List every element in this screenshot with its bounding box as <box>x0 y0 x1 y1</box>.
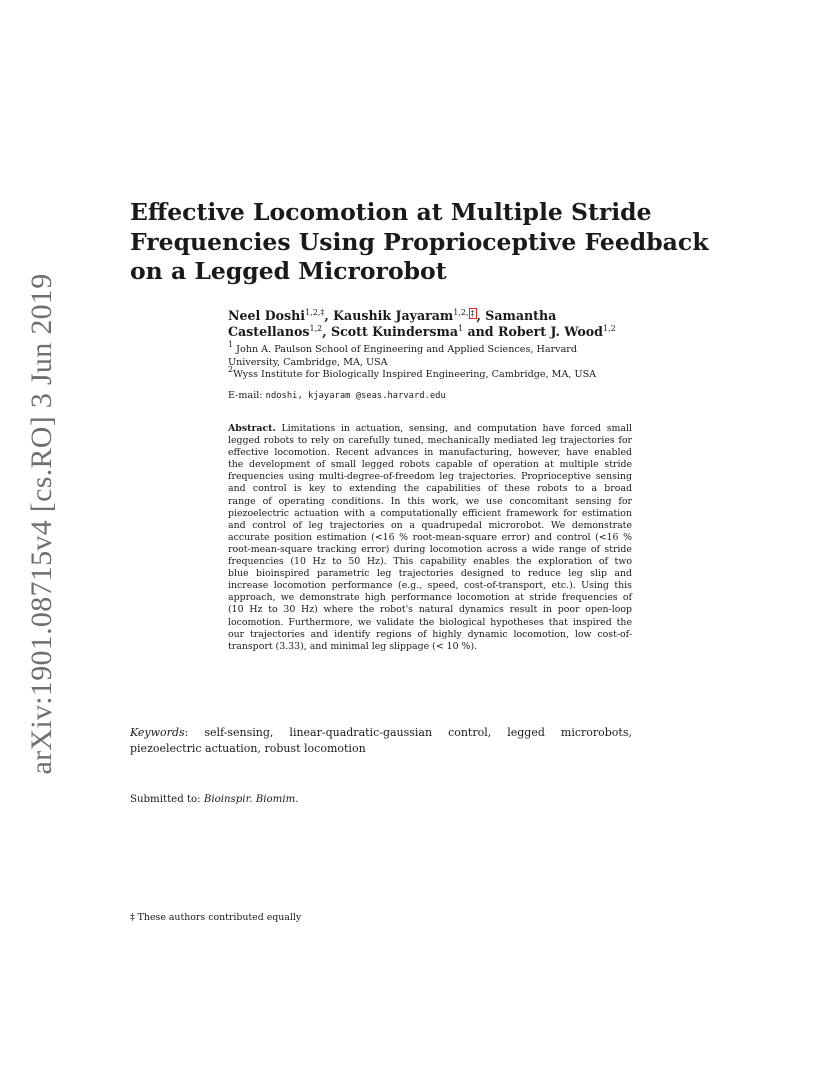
affiliation-text: Wyss Institute for Biologically Inspired Engineering, Cambridge, MA, USA <box>233 369 597 380</box>
author-separator: , <box>324 308 334 323</box>
author-name: Castellanos <box>228 324 310 339</box>
author-superscript: 1,2, <box>453 308 469 317</box>
abstract <box>228 423 632 653</box>
keywords-line: piezoelectric actuation, robust locomotion <box>130 742 366 755</box>
abstract-line: root-mean-square tracking error) during locomotion across a wide range of stride <box>228 543 632 555</box>
abstract-line: frequencies using multi-degree-of-freedom leg trajectories. Proprioceptive sensing <box>228 471 632 483</box>
title-line: on a Legged Microrobot <box>130 257 447 285</box>
abstract-line: our trajectories and identify regions of highly dynamic locomotion, low cost-of- <box>228 628 632 640</box>
affiliation-text: John A. Paulson School of Engineering and Applied Sciences, Harvard University, Cambridge, MA, USA <box>228 344 578 368</box>
author-name: Neel Doshi <box>228 308 306 323</box>
abstract-line: range of operating conditions. In this work, we use concomitant sensing for <box>228 495 632 507</box>
abstract-line: legged robots to rely on carefully tuned, mechanically mediated leg trajectories for <box>228 435 632 447</box>
abstract-line: frequencies (10 Hz to 50 Hz). This capability enables the exploration of two <box>228 556 632 568</box>
abstract-line: approach, we demonstrate high performance locomotion at stride frequencies of <box>228 592 632 604</box>
email-line <box>228 390 446 401</box>
author-name: Kaushik Jayaram <box>333 308 454 323</box>
abstract-heading: Abstract. <box>228 423 276 434</box>
author-separator: , Samantha <box>476 308 557 323</box>
abstract-line: (10 Hz to 30 Hz) where the robot's natural dynamics result in poor open-loop <box>228 604 632 616</box>
affiliation-item <box>228 365 628 382</box>
affiliations <box>228 340 628 382</box>
abstract-line: transport (3.33), and minimal leg slippage (< 10 %). <box>228 640 478 652</box>
abstract-text: Limitations in actuation, sensing, and computation have forced small <box>275 423 632 434</box>
author-separator: , <box>322 324 331 339</box>
submission-label: Submitted to: <box>130 794 204 805</box>
affiliation-item <box>228 340 628 369</box>
abstract-line: and control of leg trajectories on a quadrupedal microrobot. We demonstrate <box>228 519 632 531</box>
affiliation-mark: 2 <box>228 365 234 374</box>
paper-title <box>130 198 709 287</box>
author-name: Scott Kuindersma <box>331 324 458 339</box>
author-separator: and <box>463 324 498 339</box>
abstract-line: piezoelectric actuation with a computationally efficient framework for estimation <box>228 507 632 519</box>
abstract-line: accurate position estimation (<16 % root-mean-square error) and control (<16 % <box>228 531 632 543</box>
arxiv-identifier-stamp <box>22 273 62 775</box>
journal-name: Bioinspir. Biomim. <box>203 794 299 805</box>
footnote: ‡ These authors contributed equally <box>130 912 302 923</box>
keywords-label: Keywords <box>130 726 185 739</box>
abstract-line: effective locomotion. Recent advances in manufacturing, however, have enabled <box>228 447 632 459</box>
author-line <box>228 324 648 340</box>
arxiv-identifier-text: arXiv:1901.08715v4 [cs.RO] 3 Jun 2019 <box>25 273 58 775</box>
keywords <box>130 725 632 757</box>
title-line: Frequencies Using Proprioceptive Feedback <box>130 227 709 256</box>
abstract-line: and control is key to extending the capabilities of these robots to a broad <box>228 483 632 495</box>
title-line: Effective Locomotion at Multiple Stride <box>130 198 652 226</box>
affiliation-mark: 1 <box>228 340 234 349</box>
author-line <box>228 308 648 324</box>
abstract-line <box>228 423 632 435</box>
submission-note <box>130 794 299 805</box>
email-label: E-mail: <box>228 390 266 401</box>
abstract-line: increase locomotion performance (e.g., speed, cost-of-transport, etc.). Using this <box>228 580 632 592</box>
footnote-link[interactable]: ‡ <box>470 309 475 318</box>
author-superscript: 1,2,‡ <box>305 308 325 317</box>
author-superscript: 1 <box>457 324 464 333</box>
author-name: Robert J. Wood <box>497 324 603 339</box>
keywords-text: : self-sensing, linear-quadratic-gaussian control, legged microrobots, <box>184 726 632 739</box>
keywords-line <box>130 725 632 741</box>
author-list <box>228 308 648 340</box>
author-superscript: 1,2 <box>602 324 616 333</box>
abstract-line: the development of small legged robots capable of operation at multiple stride <box>228 459 632 471</box>
abstract-line: blue bioinspired parametric leg trajectories designed to reduce leg slip and <box>228 568 632 580</box>
email-address[interactable]: ndoshi, kjayaram @seas.harvard.edu <box>265 391 446 401</box>
author-superscript: 1,2 <box>309 324 323 333</box>
abstract-line: locomotion. Furthermore, we validate the biological hypotheses that inspired the <box>228 616 632 628</box>
